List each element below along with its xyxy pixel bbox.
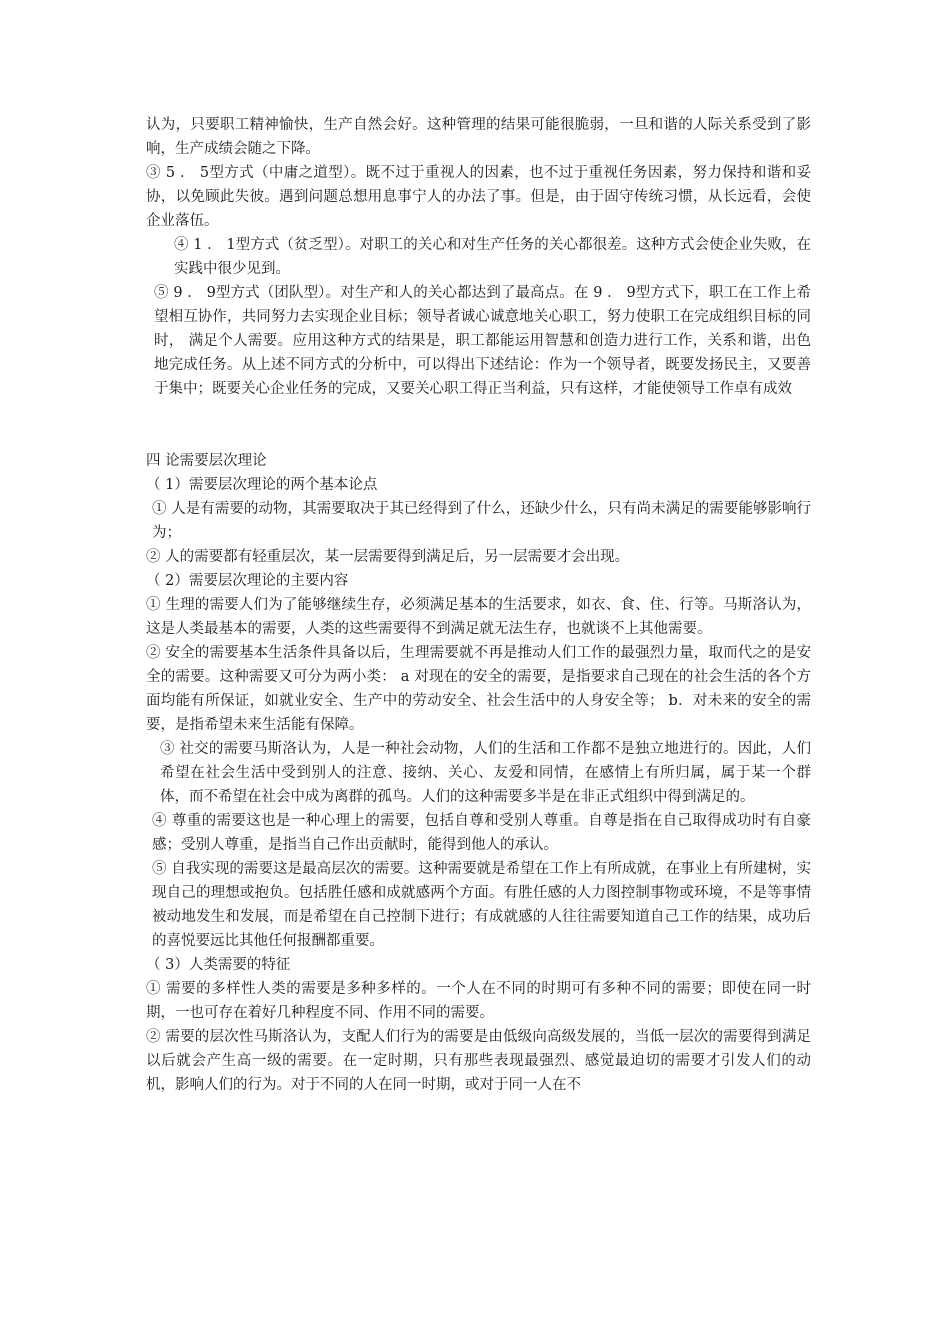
document-page xyxy=(146,113,811,1097)
section-spacer xyxy=(146,401,811,449)
paragraph: ⑤ 9 ． 9型方式（团队型）。对生产和人的关心都达到了最高点。在 9 ． 9型方式下，职工在工作上希望相互协作，共同努力去实现企业目标；领导者诚心诚意地关心职工，努力使职工在完成组织目标的同时， 满足个人需要。应用这种方式的结果是，职工都能运用智慧和创造力进行工作，关系和谐，出色地完成任务。从上述不同方式的分析中，可以得出下述结论：作为一个领导者，既要发扬民主，又要善于集中；既要关心企业任务的完成，又要关心职工得正当利益，只有这样，才能使领导工作卓有成效 xyxy=(154,285,811,397)
text-section-top xyxy=(146,113,811,401)
paragraph: ② 安全的需要基本生活条件具备以后，生理需要就不再是推动人们工作的最强烈力量，取而代之的是安全的需要。这种需要又可分为两小类： a 对现在的安全的需要，是指要求自己现在的社会生活的各个方面均能有所保证，如就业安全、生产中的劳动安全、社会生活中的人身安全等； b．对未来的安全的需要，是指希望未来生活能有保障。 xyxy=(146,645,811,733)
paragraph: （ 3）人类需要的特征 xyxy=(146,957,291,973)
paragraph: ⑤ 自我实现的需要这是最高层次的需要。这种需要就是希望在工作上有所成就，在事业上有所建树，实现自己的理想或抱负。包括胜任感和成就感两个方面。有胜任感的人力图控制事物或环境，不是等事情被动地发生和发展，而是希望在自己控制下进行；有成就感的人往往需要知道自己工作的结果，成功后的喜悦要远比其他任何报酬都重要。 xyxy=(152,861,811,949)
paragraph: ① 生理的需要人们为了能够继续生存，必须满足基本的生活要求，如衣、食、住、行等。马斯洛认为，这是人类最基本的需要，人类的这些需要得不到满足就无法生存，也就谈不上其他需要。 xyxy=(146,597,811,637)
paragraph: ③ 5 ． 5型方式（中庸之道型）。既不过于重视人的因素，也不过于重视任务因素，努力保持和谐和妥协，以免顾此失彼。遇到问题总想用息事宁人的办法了事。但是，由于固守传统习惯，从长远看，会使企业落伍。 xyxy=(146,165,811,229)
paragraph: （ 2）需要层次理论的主要内容 xyxy=(146,573,349,589)
paragraph: 四 论需要层次理论 xyxy=(146,453,267,469)
paragraph: （ 1）需要层次理论的两个基本论点 xyxy=(146,477,378,493)
paragraph: ② 人的需要都有轻重层次，某一层需要得到满足后，另一层需要才会出现。 xyxy=(146,549,630,565)
paragraph: ② 需要的层次性马斯洛认为，支配人们行为的需要是由低级向高级发展的，当低一层次的需要得到满足以后就会产生高一级的需要。在一定时期，只有那些表现最强烈、感觉最迫切的需要才引发人们的动机，影响人们的行为。对于不同的人在同一时期，或对于同一人在不 xyxy=(146,1029,811,1093)
paragraph: ① 人是有需要的动物，其需要取决于其已经得到了什么，还缺少什么，只有尚未满足的需要能够影响行为； xyxy=(152,501,811,541)
paragraph: ④ 1 ． 1型方式（贫乏型）。对职工的关心和对生产任务的关心都很差。这种方式会使企业失败，在实践中很少见到。 xyxy=(174,237,811,277)
paragraph: ④ 尊重的需要这也是一种心理上的需要，包括自尊和受别人尊重。自尊是指在自己取得成功时有自豪感；受别人尊重，是指当自己作出贡献时，能得到他人的承认。 xyxy=(152,813,811,853)
paragraph: 认为，只要职工精神愉快，生产自然会好。这种管理的结果可能很脆弱，一旦和谐的人际关系受到了影响，生产成绩会随之下降。 xyxy=(146,117,811,157)
text-section-bottom xyxy=(146,449,811,1097)
paragraph: ① 需要的多样性人类的需要是多种多样的。一个人在不同的时期可有多种不同的需要；即使在同一时期，一也可存在着好几种程度不同、作用不同的需要。 xyxy=(146,981,811,1021)
paragraph: ③ 社交的需要马斯洛认为，人是一种社会动物，人们的生活和工作都不是独立地进行的。因此，人们希望在社会生活中受到别人的注意、接纳、关心、友爱和同情，在感情上有所归属，属于某一个群体，而不希望在社会中成为离群的孤鸟。人们的这种需要多半是在非正式组织中得到满足的。 xyxy=(160,741,811,805)
